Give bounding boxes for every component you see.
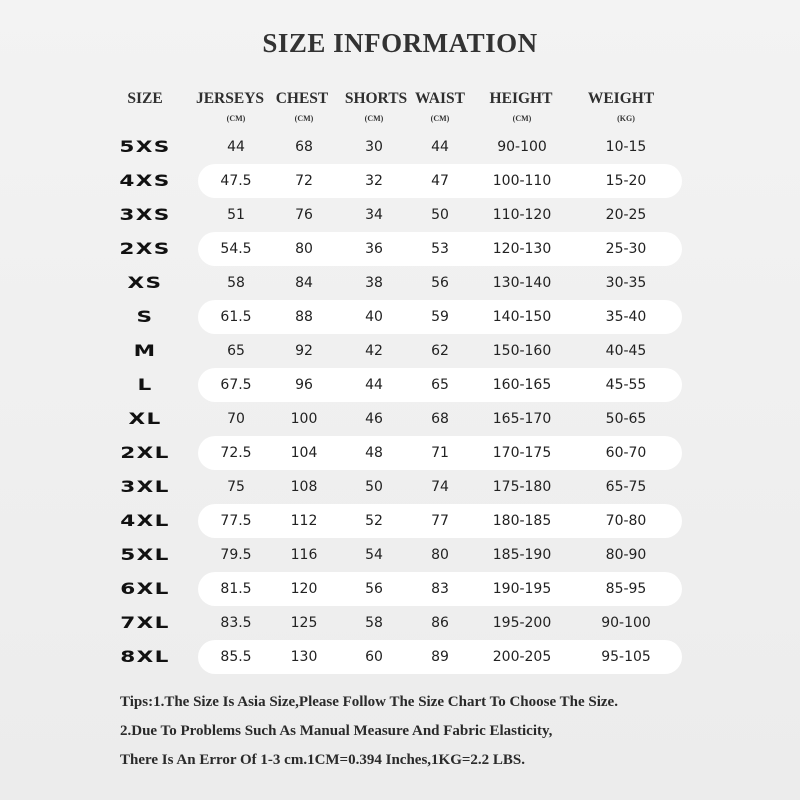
cell-size: M [133, 341, 157, 360]
cell-size: 3XS [119, 205, 171, 224]
cell-size: 7XL [120, 613, 170, 632]
cell-shorts: 32 [365, 173, 383, 189]
unit-waist: (CM) [430, 114, 450, 123]
cell-chest: 104 [290, 445, 318, 461]
cell-waist: 56 [431, 275, 449, 291]
cell-shorts: 38 [365, 275, 383, 291]
unit-chest: (CM) [294, 114, 314, 123]
cell-shorts: 46 [365, 411, 383, 427]
cell-jerseys: 70 [227, 411, 245, 427]
unit-weight: (KG) [617, 114, 635, 123]
cell-shorts: 56 [365, 581, 383, 597]
cell-chest: 130 [290, 649, 318, 665]
cell-shorts: 50 [365, 479, 383, 495]
cell-size: XL [128, 409, 162, 428]
table-row [0, 368, 800, 402]
cell-waist: 68 [431, 411, 449, 427]
cell-jerseys: 77.5 [220, 513, 252, 529]
header-shorts: SHORTS [344, 90, 408, 107]
cell-chest: 84 [295, 275, 313, 291]
cell-waist: 86 [431, 615, 449, 631]
cell-waist: 74 [431, 479, 449, 495]
cell-size: 2XS [119, 239, 171, 258]
cell-weight: 90-100 [601, 615, 651, 631]
table-row [0, 470, 800, 504]
cell-jerseys: 65 [227, 343, 245, 359]
cell-shorts: 54 [365, 547, 383, 563]
cell-height: 130-140 [492, 275, 552, 291]
page-title: SIZE INFORMATION [262, 28, 538, 58]
cell-weight: 30-35 [605, 275, 647, 291]
cell-jerseys: 75 [227, 479, 245, 495]
cell-waist: 77 [431, 513, 449, 529]
cell-height: 140-150 [492, 309, 552, 325]
cell-weight: 35-40 [605, 309, 647, 325]
cell-weight: 80-90 [605, 547, 647, 563]
unit-shorts: (CM) [364, 114, 384, 123]
cell-size: 5XS [119, 137, 171, 156]
cell-weight: 10-15 [605, 139, 647, 155]
cell-height: 170-175 [492, 445, 552, 461]
table-row [0, 232, 800, 266]
cell-height: 195-200 [492, 615, 552, 631]
cell-chest: 112 [290, 513, 318, 529]
cell-waist: 62 [431, 343, 449, 359]
header-weight: WEIGHT [587, 90, 655, 107]
cell-height: 190-195 [492, 581, 552, 597]
cell-waist: 53 [431, 241, 449, 257]
table-row [0, 164, 800, 198]
cell-height: 180-185 [492, 513, 552, 529]
unit-height: (CM) [512, 114, 532, 123]
cell-jerseys: 58 [227, 275, 245, 291]
cell-height: 160-165 [492, 377, 552, 393]
cell-jerseys: 79.5 [220, 547, 252, 563]
header-waist: WAIST [415, 90, 465, 107]
cell-shorts: 42 [365, 343, 383, 359]
table-row [0, 198, 800, 232]
cell-height: 110-120 [492, 207, 552, 223]
cell-height: 165-170 [492, 411, 552, 427]
cell-shorts: 44 [365, 377, 383, 393]
table-row [0, 606, 800, 640]
tips-section [120, 688, 780, 775]
cell-jerseys: 81.5 [220, 581, 252, 597]
cell-height: 175-180 [492, 479, 552, 495]
cell-jerseys: 83.5 [220, 615, 252, 631]
table-row [0, 504, 800, 538]
cell-size: 6XL [120, 579, 170, 598]
cell-waist: 80 [431, 547, 449, 563]
table-row [0, 436, 800, 470]
cell-chest: 108 [290, 479, 318, 495]
cell-height: 200-205 [492, 649, 552, 665]
cell-height: 100-110 [492, 173, 552, 189]
header-chest: CHEST [275, 90, 329, 107]
cell-shorts: 52 [365, 513, 383, 529]
cell-waist: 71 [431, 445, 449, 461]
cell-size: XS [127, 273, 163, 292]
cell-waist: 44 [431, 139, 449, 155]
cell-weight: 25-30 [605, 241, 647, 257]
cell-size: L [137, 375, 153, 394]
cell-chest: 72 [295, 173, 313, 189]
tip-line-2: 2.Due To Problems Such As Manual Measure And Fabric Elasticity, [120, 723, 553, 739]
table-row [0, 334, 800, 368]
cell-waist: 50 [431, 207, 449, 223]
cell-height: 185-190 [492, 547, 552, 563]
cell-size: S [136, 307, 154, 326]
cell-weight: 40-45 [605, 343, 647, 359]
cell-chest: 125 [290, 615, 318, 631]
cell-weight: 95-105 [601, 649, 651, 665]
cell-chest: 96 [295, 377, 313, 393]
cell-chest: 100 [290, 411, 318, 427]
table-row [0, 402, 800, 436]
cell-waist: 47 [431, 173, 449, 189]
header-height: HEIGHT [489, 90, 553, 107]
cell-size: 4XL [120, 511, 170, 530]
cell-jerseys: 72.5 [220, 445, 252, 461]
table-row [0, 640, 800, 674]
cell-jerseys: 61.5 [220, 309, 252, 325]
cell-shorts: 58 [365, 615, 383, 631]
cell-height: 120-130 [492, 241, 552, 257]
cell-chest: 68 [295, 139, 313, 155]
table-row [0, 266, 800, 300]
table-row [0, 130, 800, 164]
cell-weight: 65-75 [605, 479, 647, 495]
cell-shorts: 40 [365, 309, 383, 325]
table-header [0, 90, 800, 130]
cell-size: 5XL [120, 545, 170, 564]
cell-shorts: 30 [365, 139, 383, 155]
cell-weight: 15-20 [605, 173, 647, 189]
cell-waist: 89 [431, 649, 449, 665]
table-row [0, 538, 800, 572]
cell-size: 3XL [120, 477, 170, 496]
cell-weight: 20-25 [605, 207, 647, 223]
cell-shorts: 48 [365, 445, 383, 461]
cell-size: 4XS [119, 171, 171, 190]
cell-jerseys: 85.5 [220, 649, 252, 665]
cell-weight: 60-70 [605, 445, 647, 461]
cell-waist: 59 [431, 309, 449, 325]
cell-shorts: 36 [365, 241, 383, 257]
unit-jerseys: (CM) [226, 114, 246, 123]
cell-shorts: 34 [365, 207, 383, 223]
cell-size: 8XL [120, 647, 170, 666]
cell-height: 90-100 [497, 139, 547, 155]
header-size: SIZE [127, 90, 163, 107]
cell-jerseys: 44 [227, 139, 245, 155]
cell-weight: 85-95 [605, 581, 647, 597]
tip-line-1: Tips:1.The Size Is Asia Size,Please Follow The Size Chart To Choose The Size. [120, 694, 618, 710]
tip-line-3: There Is An Error Of 1-3 cm.1CM=0.394 Inches,1KG=2.2 LBS. [120, 752, 526, 768]
cell-chest: 120 [290, 581, 318, 597]
cell-chest: 116 [290, 547, 318, 563]
cell-jerseys: 51 [227, 207, 245, 223]
cell-weight: 70-80 [605, 513, 647, 529]
cell-shorts: 60 [365, 649, 383, 665]
cell-chest: 92 [295, 343, 313, 359]
table-row [0, 572, 800, 606]
cell-jerseys: 67.5 [220, 377, 252, 393]
cell-waist: 65 [431, 377, 449, 393]
cell-height: 150-160 [492, 343, 552, 359]
cell-jerseys: 47.5 [220, 173, 252, 189]
cell-size: 2XL [120, 443, 170, 462]
table-row [0, 300, 800, 334]
cell-chest: 80 [295, 241, 313, 257]
header-jerseys: JERSEYS [195, 90, 265, 107]
cell-jerseys: 54.5 [220, 241, 252, 257]
cell-weight: 45-55 [605, 377, 647, 393]
cell-weight: 50-65 [605, 411, 647, 427]
cell-waist: 83 [431, 581, 449, 597]
cell-chest: 76 [295, 207, 313, 223]
cell-chest: 88 [295, 309, 313, 325]
